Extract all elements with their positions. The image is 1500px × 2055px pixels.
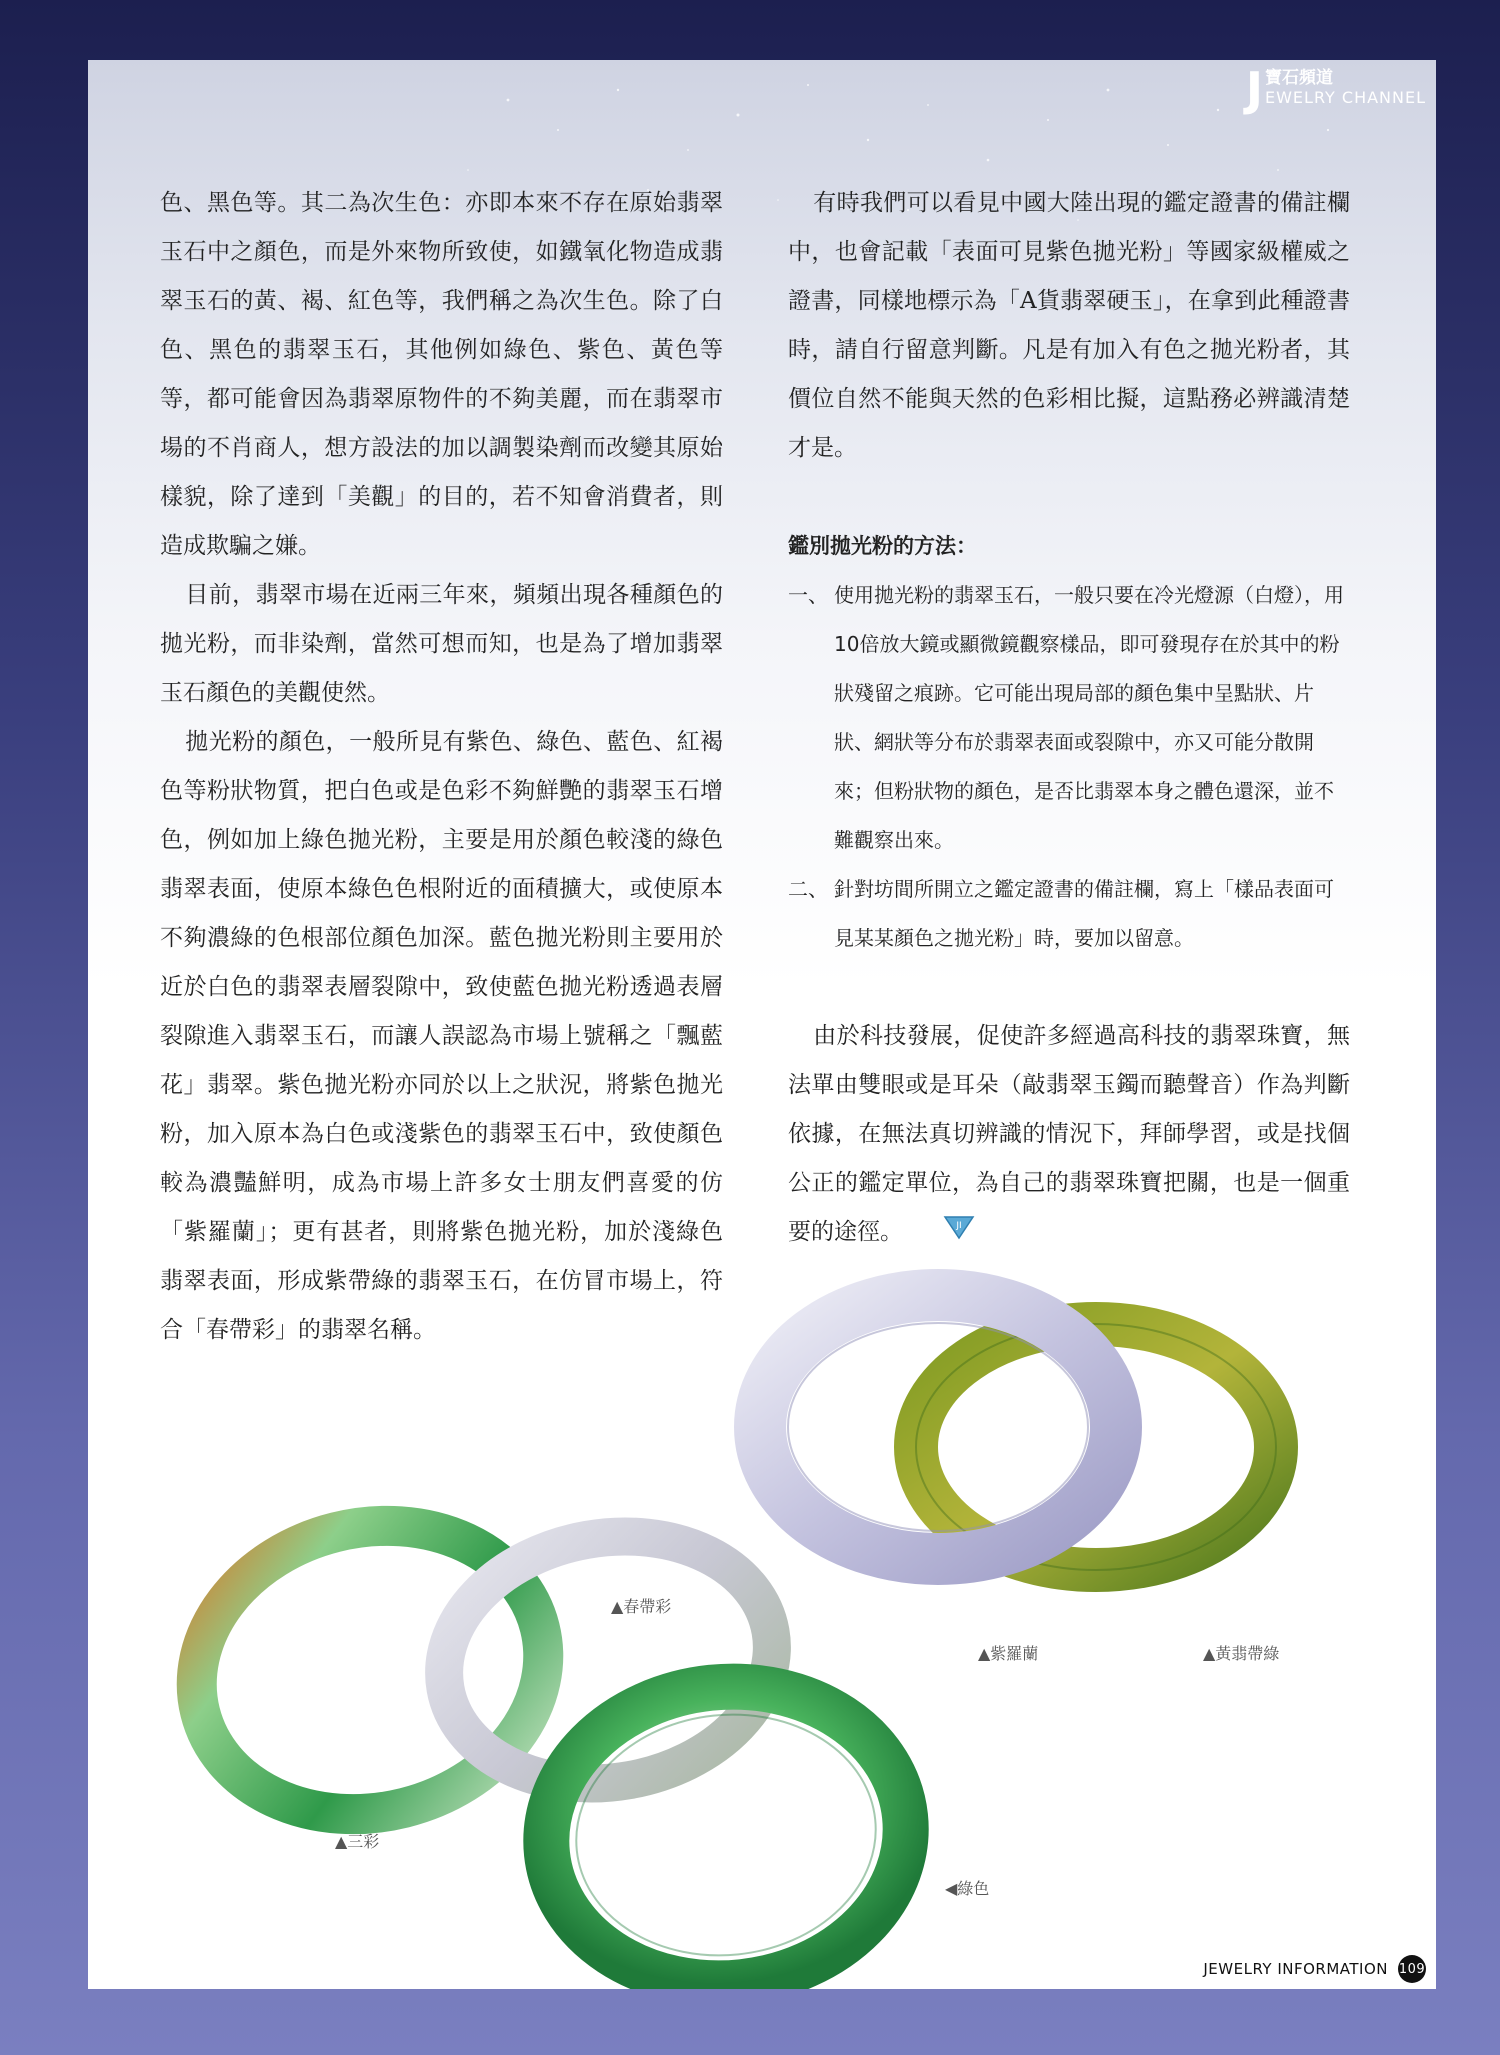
- list-item-text: 使用拋光粉的翡翠玉石，一般只要在冷光燈源（白燈），用10倍放大鏡或顯微鏡觀察樣品，即可發現存在於其中的粉狀殘留之痕跡。它可能出現局部的顏色集中呈點狀、片狀、網狀等分布於翡翠表面或裂隙中，亦又可能分散開來；但粉狀物的顏色，是否比翡翠本身之體色還深，並不難觀察出來。: [834, 583, 1344, 852]
- page-footer: [1203, 1955, 1426, 1983]
- caption-zilolan: ▲紫羅蘭: [978, 1644, 1039, 1663]
- left-paragraph-2: 目前，翡翠市場在近兩三年來，頻頻出現各種顏色的拋光粉，而非染劑，當然可想而知，也是為了增加翡翠玉石顏色的美觀使然。: [160, 582, 723, 706]
- section-title: 鑑別拋光粉的方法：: [788, 534, 977, 558]
- right-intro-paragraph: 有時我們可以看見中國大陸出現的鑑定證書的備註欄中，也會記載「表面可見紫色拋光粉」等國家級權威之證書，同樣地標示為「A貨翡翠硬玉」，在拿到此種證書時，請自行留意判斷。凡是有加入有色之拋光粉者，其價位自然不能與天然的色彩相比擬，這點務必辨識清楚才是。: [788, 190, 1350, 461]
- caption-lvse: ◀綠色: [945, 1879, 990, 1898]
- caption-sancai: ▲三彩: [335, 1832, 380, 1851]
- jade-bangles-illustration: [88, 60, 1436, 1989]
- caption-huangfei: ▲黃翡帶綠: [1203, 1644, 1280, 1663]
- caption-chundaicai: ▲春帶彩: [611, 1597, 672, 1616]
- list-item-number: 二、: [788, 877, 828, 901]
- masthead-title-cn: 寶石頻道: [1264, 68, 1333, 88]
- left-paragraph-3: 拋光粉的顏色，一般所見有紫色、綠色、藍色、紅褐色等粉狀物質，把白色或是色彩不夠鮮艷的翡翠玉石增色，例如加上綠色拋光粉，主要是用於顏色較淺的綠色翡翠表面，使原本綠色色根附近的面積擴大，或使原本不夠濃綠的色根部位顏色加深。藍色拋光粉則主要用於近於白色的翡翠表層裂隙中，致使藍色拋光粉透過表層裂隙進入翡翠玉石，而讓人誤認為市場上號稱之「飄藍花」翡翠。紫色拋光粉亦同於以上之狀況，將紫色拋光粉，加入原本為白色或淺紫色的翡翠玉石中，致使顏色較為濃豔鮮明，成為市場上許多女士朋友們喜愛的仿「紫羅蘭」；更有甚者，則將紫色拋光粉，加於淺綠色翡翠表面，形成紫帶綠的翡翠玉石，在仿冒市場上，符合「春帶彩」的翡翠名稱。: [160, 729, 723, 1343]
- masthead-title-en: EWELRY CHANNEL: [1264, 88, 1426, 107]
- list-item-text: 針對坊間所開立之鑑定證書的備註欄，寫上「樣品表面可見某某顏色之拋光粉」時，要加以留意。: [834, 877, 1334, 950]
- magazine-page: [88, 60, 1436, 1989]
- list-item-number: 一、: [788, 583, 828, 607]
- page-number: 109: [1398, 1955, 1426, 1983]
- footer-title: JEWELRY INFORMATION: [1203, 1960, 1388, 1978]
- bangle-sancai: [166, 1490, 574, 1850]
- left-paragraph-1: 色、黑色等。其二為次生色：亦即本來不存在原始翡翠玉石中之顏色，而是外來物所致使，如鐵氧化物造成翡翠玉石的黃、褐、紅色等，我們稱之為次生色。除了白色、黑色的翡翠玉石，其他例如綠色、紫色、黃色等等，都可能會因為翡翠原物件的不夠美麗，而在翡翠市場的不肖商人，想方設法的加以調製染劑而改變其原始樣貌，除了達到「美觀」的目的，若不知會消費者，則造成欺騙之嫌。: [160, 190, 723, 559]
- gem-end-icon-label: JI: [956, 1220, 962, 1231]
- masthead-big-letter: J: [1245, 62, 1263, 116]
- closing-text: 由於科技發展，促使許多經過高科技的翡翠珠寶，無法單由雙眼或是耳朵（敲翡翠玉鐲而聽聲音）作為判斷依據，在無法真切辨識的情況下，拜師學習，或是找個公正的鑑定單位，為自己的翡翠珠寶把關，也是一個重要的途徑。: [788, 1023, 1350, 1245]
